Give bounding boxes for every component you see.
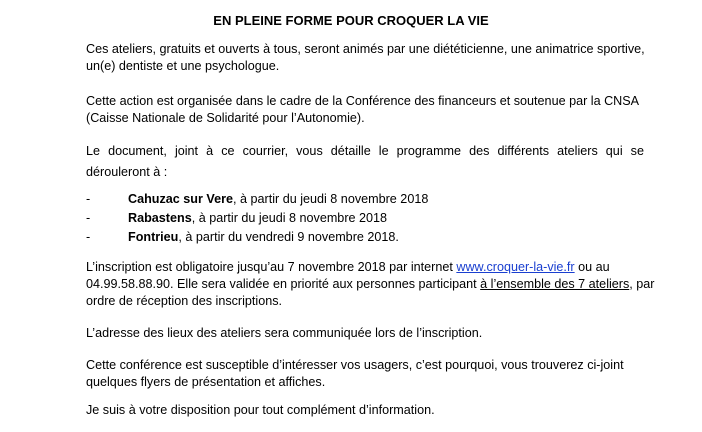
paragraph-line: ordre de réception des inscriptions. <box>86 294 283 308</box>
list-item <box>86 191 428 208</box>
paragraph-program-end <box>86 164 644 181</box>
registration-text: ou au <box>574 260 610 274</box>
paragraph-closing <box>86 402 644 419</box>
underlined-text: à l’ensemble des 7 ateliers <box>480 277 630 291</box>
list-bullet: - <box>86 230 91 244</box>
paragraph-line: dérouleront à : <box>86 165 168 179</box>
paragraph-workshops <box>86 41 644 75</box>
paragraph-funding <box>86 93 644 127</box>
website-link[interactable]: www.croquer-la-vie.fr <box>456 260 575 274</box>
paragraph-address <box>86 325 644 342</box>
paragraph-line: un(e) dentiste et une psychologue. <box>86 59 280 73</box>
list-bullet: - <box>86 211 91 225</box>
paragraph-line: L’adresse des lieux des ateliers sera communiquée lors de l’inscription. <box>86 326 483 340</box>
paragraph-line: (Caisse Nationale de Solidarité pour l’Autonomie). <box>86 111 365 125</box>
place-date: , à partir du vendredi 9 novembre 2018. <box>178 230 399 244</box>
place-name: Rabastens <box>128 211 192 225</box>
paragraph-registration <box>86 259 655 310</box>
paragraph-line: Ces ateliers, gratuits et ouverts à tous, seront animés par une diététicienne, une animatrice sportive, <box>86 42 645 56</box>
paragraph-program <box>86 143 644 160</box>
paragraph-line: Le document, joint à ce courrier, vous détaille le programme des différents ateliers qui se <box>86 144 644 158</box>
place-date: , à partir du jeudi 8 novembre 2018 <box>233 192 429 206</box>
paragraph-conference <box>86 357 644 391</box>
place-name: Cahuzac sur Vere <box>128 192 233 206</box>
place-name: Fontrieu <box>128 230 179 244</box>
paragraph-line: Cette action est organisée dans le cadre de la Conférence des financeurs et soutenue par la CNSA <box>86 94 640 108</box>
registration-text: , par <box>629 277 655 291</box>
place-date: , à partir du jeudi 8 novembre 2018 <box>191 211 388 225</box>
paragraph-line: quelques flyers de présentation et affiches. <box>86 375 326 389</box>
list-item <box>86 210 387 227</box>
paragraph-line <box>86 259 644 276</box>
list-item <box>86 229 399 246</box>
page-title: EN PLEINE FORME POUR CROQUER LA VIE <box>213 13 489 28</box>
list-bullet: - <box>86 192 91 206</box>
paragraph-line: Je suis à votre disposition pour tout complément d’information. <box>86 403 435 417</box>
paragraph-line <box>86 276 655 293</box>
registration-text: L’inscription est obligatoire jusqu’au 7 novembre 2018 par internet <box>86 260 457 274</box>
registration-text: 04.99.58.88.90. Elle sera validée en priorité aux personnes participant <box>86 277 481 291</box>
paragraph-line: Cette conférence est susceptible d’intéresser vos usagers, c’est pourquoi, vous trouverez ci-joint <box>86 358 624 372</box>
